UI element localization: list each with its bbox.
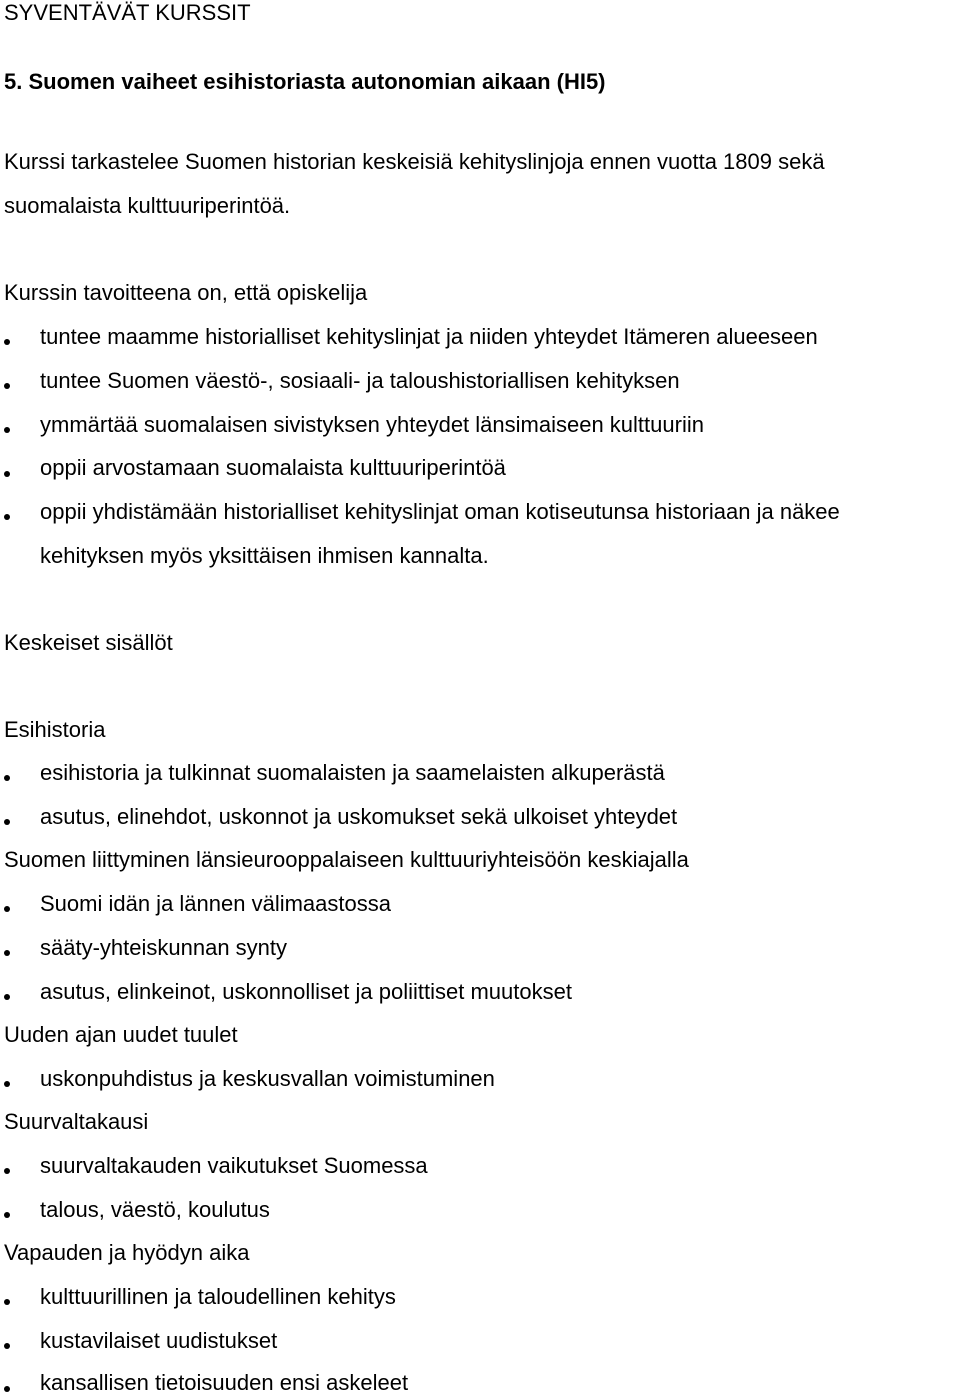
- content-item: talous, väestö, koulutus: [40, 1197, 270, 1222]
- bullet-icon: [4, 994, 10, 1000]
- bullet-icon: [4, 1343, 10, 1349]
- goal-item: tuntee maamme historialliset kehityslinjat ja niiden yhteydet Itämeren alueeseen: [40, 324, 818, 349]
- contents-heading: Keskeiset sisällöt: [4, 630, 173, 655]
- bullet-icon: [4, 1168, 10, 1174]
- content-item: kansallisen tietoisuuden ensi askeleet: [40, 1370, 409, 1395]
- content-item: Suomi idän ja lännen välimaastossa: [40, 891, 391, 916]
- content-item: asutus, elinehdot, uskonnot ja uskomukset sekä ulkoiset yhteydet: [40, 804, 678, 829]
- section-title: Uuden ajan uudet tuulet: [4, 1022, 238, 1047]
- section-title: Suurvaltakausi: [4, 1109, 149, 1134]
- bullet-icon: [4, 1212, 10, 1218]
- bullet-icon: [4, 471, 10, 477]
- bullet-icon: [4, 950, 10, 956]
- content-item: kulttuurillinen ja taloudellinen kehitys: [40, 1284, 396, 1309]
- bullet-icon: [4, 383, 10, 389]
- intro-line-2: suomalaista kulttuuriperintöä.: [4, 193, 291, 218]
- bullet-icon: [4, 819, 10, 825]
- bullet-icon: [4, 1081, 10, 1087]
- goal-item: tuntee Suomen väestö-, sosiaali- ja taloushistoriallisen kehityksen: [40, 368, 680, 393]
- bullet-icon: [4, 427, 10, 433]
- bullet-icon: [4, 775, 10, 781]
- course-title: 5. Suomen vaiheet esihistoriasta autonomian aikaan (HI5): [4, 69, 606, 94]
- content-item: suurvaltakauden vaikutukset Suomessa: [40, 1153, 428, 1178]
- content-item: kustavilaiset uudistukset: [40, 1328, 278, 1353]
- content-item: uskonpuhdistus ja keskusvallan voimistuminen: [40, 1066, 495, 1091]
- content-item: asutus, elinkeinot, uskonnolliset ja poliittiset muutokset: [40, 979, 572, 1004]
- section-title: Esihistoria: [4, 717, 106, 742]
- bullet-icon: [4, 339, 10, 345]
- intro-line-1: Kurssi tarkastelee Suomen historian keskeisiä kehityslinjoja ennen vuotta 1809 sekä: [4, 149, 825, 174]
- goal-item: oppii yhdistämään historialliset kehityslinjat oman kotiseutunsa historiaan ja näkee: [40, 499, 840, 524]
- goals-heading: Kurssin tavoitteena on, että opiskelija: [4, 280, 368, 305]
- section-title: Vapauden ja hyödyn aika: [4, 1240, 250, 1265]
- goal-item: ymmärtää suomalaisen sivistyksen yhteydet länsimaiseen kulttuuriin: [40, 412, 704, 437]
- page-header: SYVENTÄVÄT KURSSIT: [4, 0, 251, 25]
- bullet-icon: [4, 906, 10, 912]
- content-item: sääty-yhteiskunnan synty: [40, 935, 288, 960]
- goal-item-continuation: kehityksen myös yksittäisen ihmisen kannalta.: [40, 543, 489, 568]
- bullet-icon: [4, 1386, 10, 1392]
- bullet-icon: [4, 514, 10, 520]
- content-item: esihistoria ja tulkinnat suomalaisten ja saamelaisten alkuperästä: [40, 760, 665, 785]
- section-title: Suomen liittyminen länsieurooppalaiseen kulttuuriyhteisöön keskiajalla: [4, 847, 689, 872]
- goal-item: oppii arvostamaan suomalaista kulttuuriperintöä: [40, 455, 506, 480]
- bullet-icon: [4, 1299, 10, 1305]
